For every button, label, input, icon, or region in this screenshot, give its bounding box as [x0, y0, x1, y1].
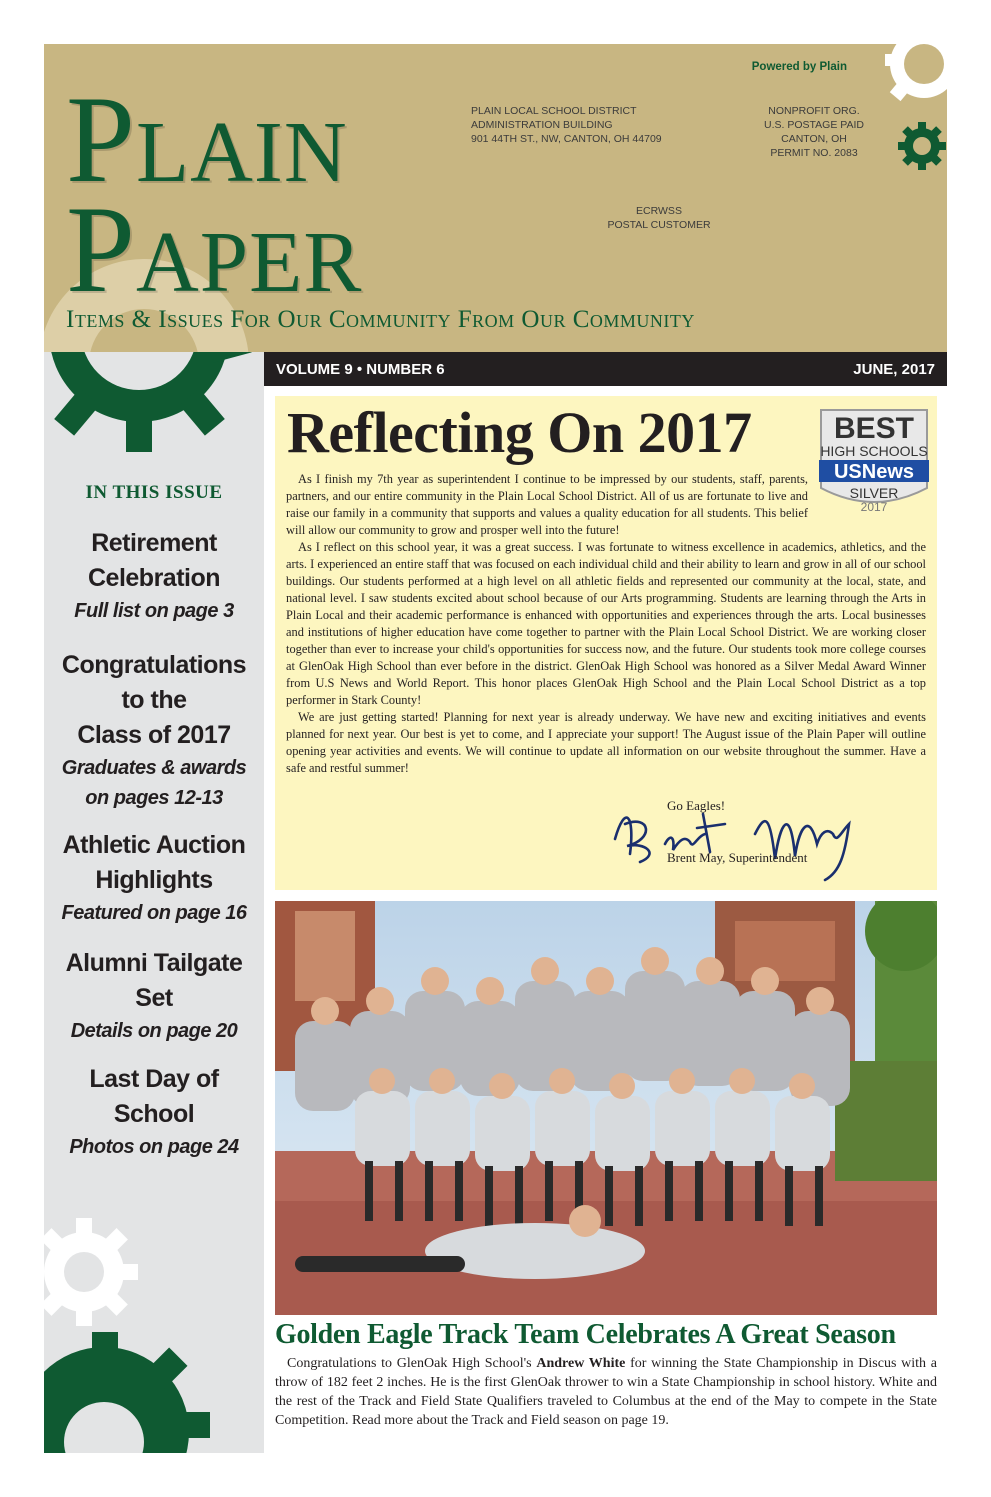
- masthead-title-line2: Paper: [66, 181, 363, 318]
- issue-date: JUNE, 2017: [853, 361, 935, 378]
- story-closing: Go Eagles!: [667, 798, 726, 813]
- return-address: PLAIN LOCAL SCHOOL DISTRICT ADMINISTRATION BUILDING 901 44TH ST., NW, CANTON, OH 44709: [471, 105, 662, 145]
- gear-decoration-icon: [44, 352, 264, 472]
- svg-text:BEST: BEST: [833, 412, 915, 445]
- svg-text:HIGH SCHOOLS: HIGH SCHOOLS: [820, 443, 928, 459]
- masthead-tagline: Items & Issues For Our Community From Our Community: [66, 306, 695, 333]
- track-team-photo: [275, 901, 937, 1315]
- in-this-issue-sidebar: [44, 352, 264, 1453]
- story-paragraph: As I reflect on this school year, it was a great success. I was fortunate to witness excellence in academics, athletics, and the arts. I experienced an entire staff that was focused on each individual child and their ability to learn and grow in all of our school buildings. Our students performed at a high level on all athletic fields and represented our community at the local, state, and national level. I saw students excited about school because of our Arts programming. Students are learning through the Arts in Plain Local and their academic performance is enhanced with opportunities and experiences through the arts. Local businesses and institutions of higher education have come together to partner with the Plain Local School District. We are working closer together than ever to increase your child's opportunities for success now, and the future. Our students took more college courses at GlenOak High School than ever before in the district. GlenOak High School was honored as a Silver Medal Award Winner from U.S News and World Report. This honor places GlenOak High School and the Plain Local School District as a top performer in Stark County!: [286, 540, 926, 707]
- signature-image: [605, 784, 885, 884]
- superintendent-story: [275, 396, 937, 890]
- gear-decoration-icon: [44, 1312, 234, 1453]
- postage-indicia: NONPROFIT ORG. U.S. POSTAGE PAID CANTON, OH PERMIT NO. 2083: [764, 105, 864, 159]
- toc-item-alumni-tailgate: Alumni Tailgate Set Details on page 20: [65, 949, 243, 1042]
- article-headline: Golden Eagle Track Team Celebrates A Great Season: [275, 1319, 896, 1350]
- story-headline: Reflecting On 2017: [287, 400, 752, 465]
- story-paragraph: We are just getting started! Planning for next year is already underway. We have new and exciting initiatives and events planned for next year. Our best is yet to come, and I appreciate your support! The August issue of the Plain Paper will outline opening year activities and events. We will continue to update all information on our website throughout the summer. Have a safe and restful summer!: [286, 710, 926, 775]
- toc-item-last-day: Last Day of School Photos on page 24: [69, 1065, 239, 1158]
- story-signer: Brent May, Superintendent: [667, 850, 808, 865]
- athlete-name: Andrew White: [536, 1356, 626, 1371]
- gear-decoration-icon: [896, 120, 947, 172]
- toc-item-athletic-auction: Athletic Auction Highlights Featured on page 16: [61, 831, 247, 924]
- ecrwss-label: ECRWSS POSTAL CUSTOMER: [607, 205, 711, 231]
- powered-by-label: Powered by Plain: [751, 61, 847, 73]
- volume-number: VOLUME 9 • NUMBER 6: [276, 361, 445, 378]
- masthead-title-line1: Plain: [66, 71, 348, 208]
- svg-text:SILVER: SILVER: [849, 485, 899, 501]
- in-this-issue-heading: IN THIS ISSUE: [85, 482, 223, 503]
- svg-text:2017: 2017: [860, 500, 888, 514]
- svg-text:USNews: USNews: [833, 461, 915, 483]
- toc-item-retirement: Retirement Celebration Full list on page 3: [74, 529, 234, 622]
- article-body: Congratulations to GlenOak High School's Andrew White for winning the State Championship in Discus with a throw of 182 feet 2 inches. He is the first GlenOak thrower to win a State Championship in school history. White and the rest of the Track and Field State Qualifiers traveled to Columbus at the end of the May to compete in the State Competition. Read more about the Track and Field season on page 19.: [275, 1356, 937, 1428]
- story-body: [286, 471, 926, 777]
- toc-item-class-of-2017: Congratulations to the Class of 2017 Graduates & awards on pages 12-13: [61, 651, 247, 809]
- masthead: [44, 44, 947, 352]
- story-paragraph: As I finish my 7th year as superintendent I continue to be impressed by our students, staff, parents, partners, and our entire community in the Plain Local School District. All of us are fortunate to live and raise our family in a community that supports and values a quality education for all students. This belief will allow our community to grow and prosper well into the future!: [286, 472, 808, 537]
- newsletter-page: [44, 44, 947, 1453]
- volume-bar: [264, 352, 947, 386]
